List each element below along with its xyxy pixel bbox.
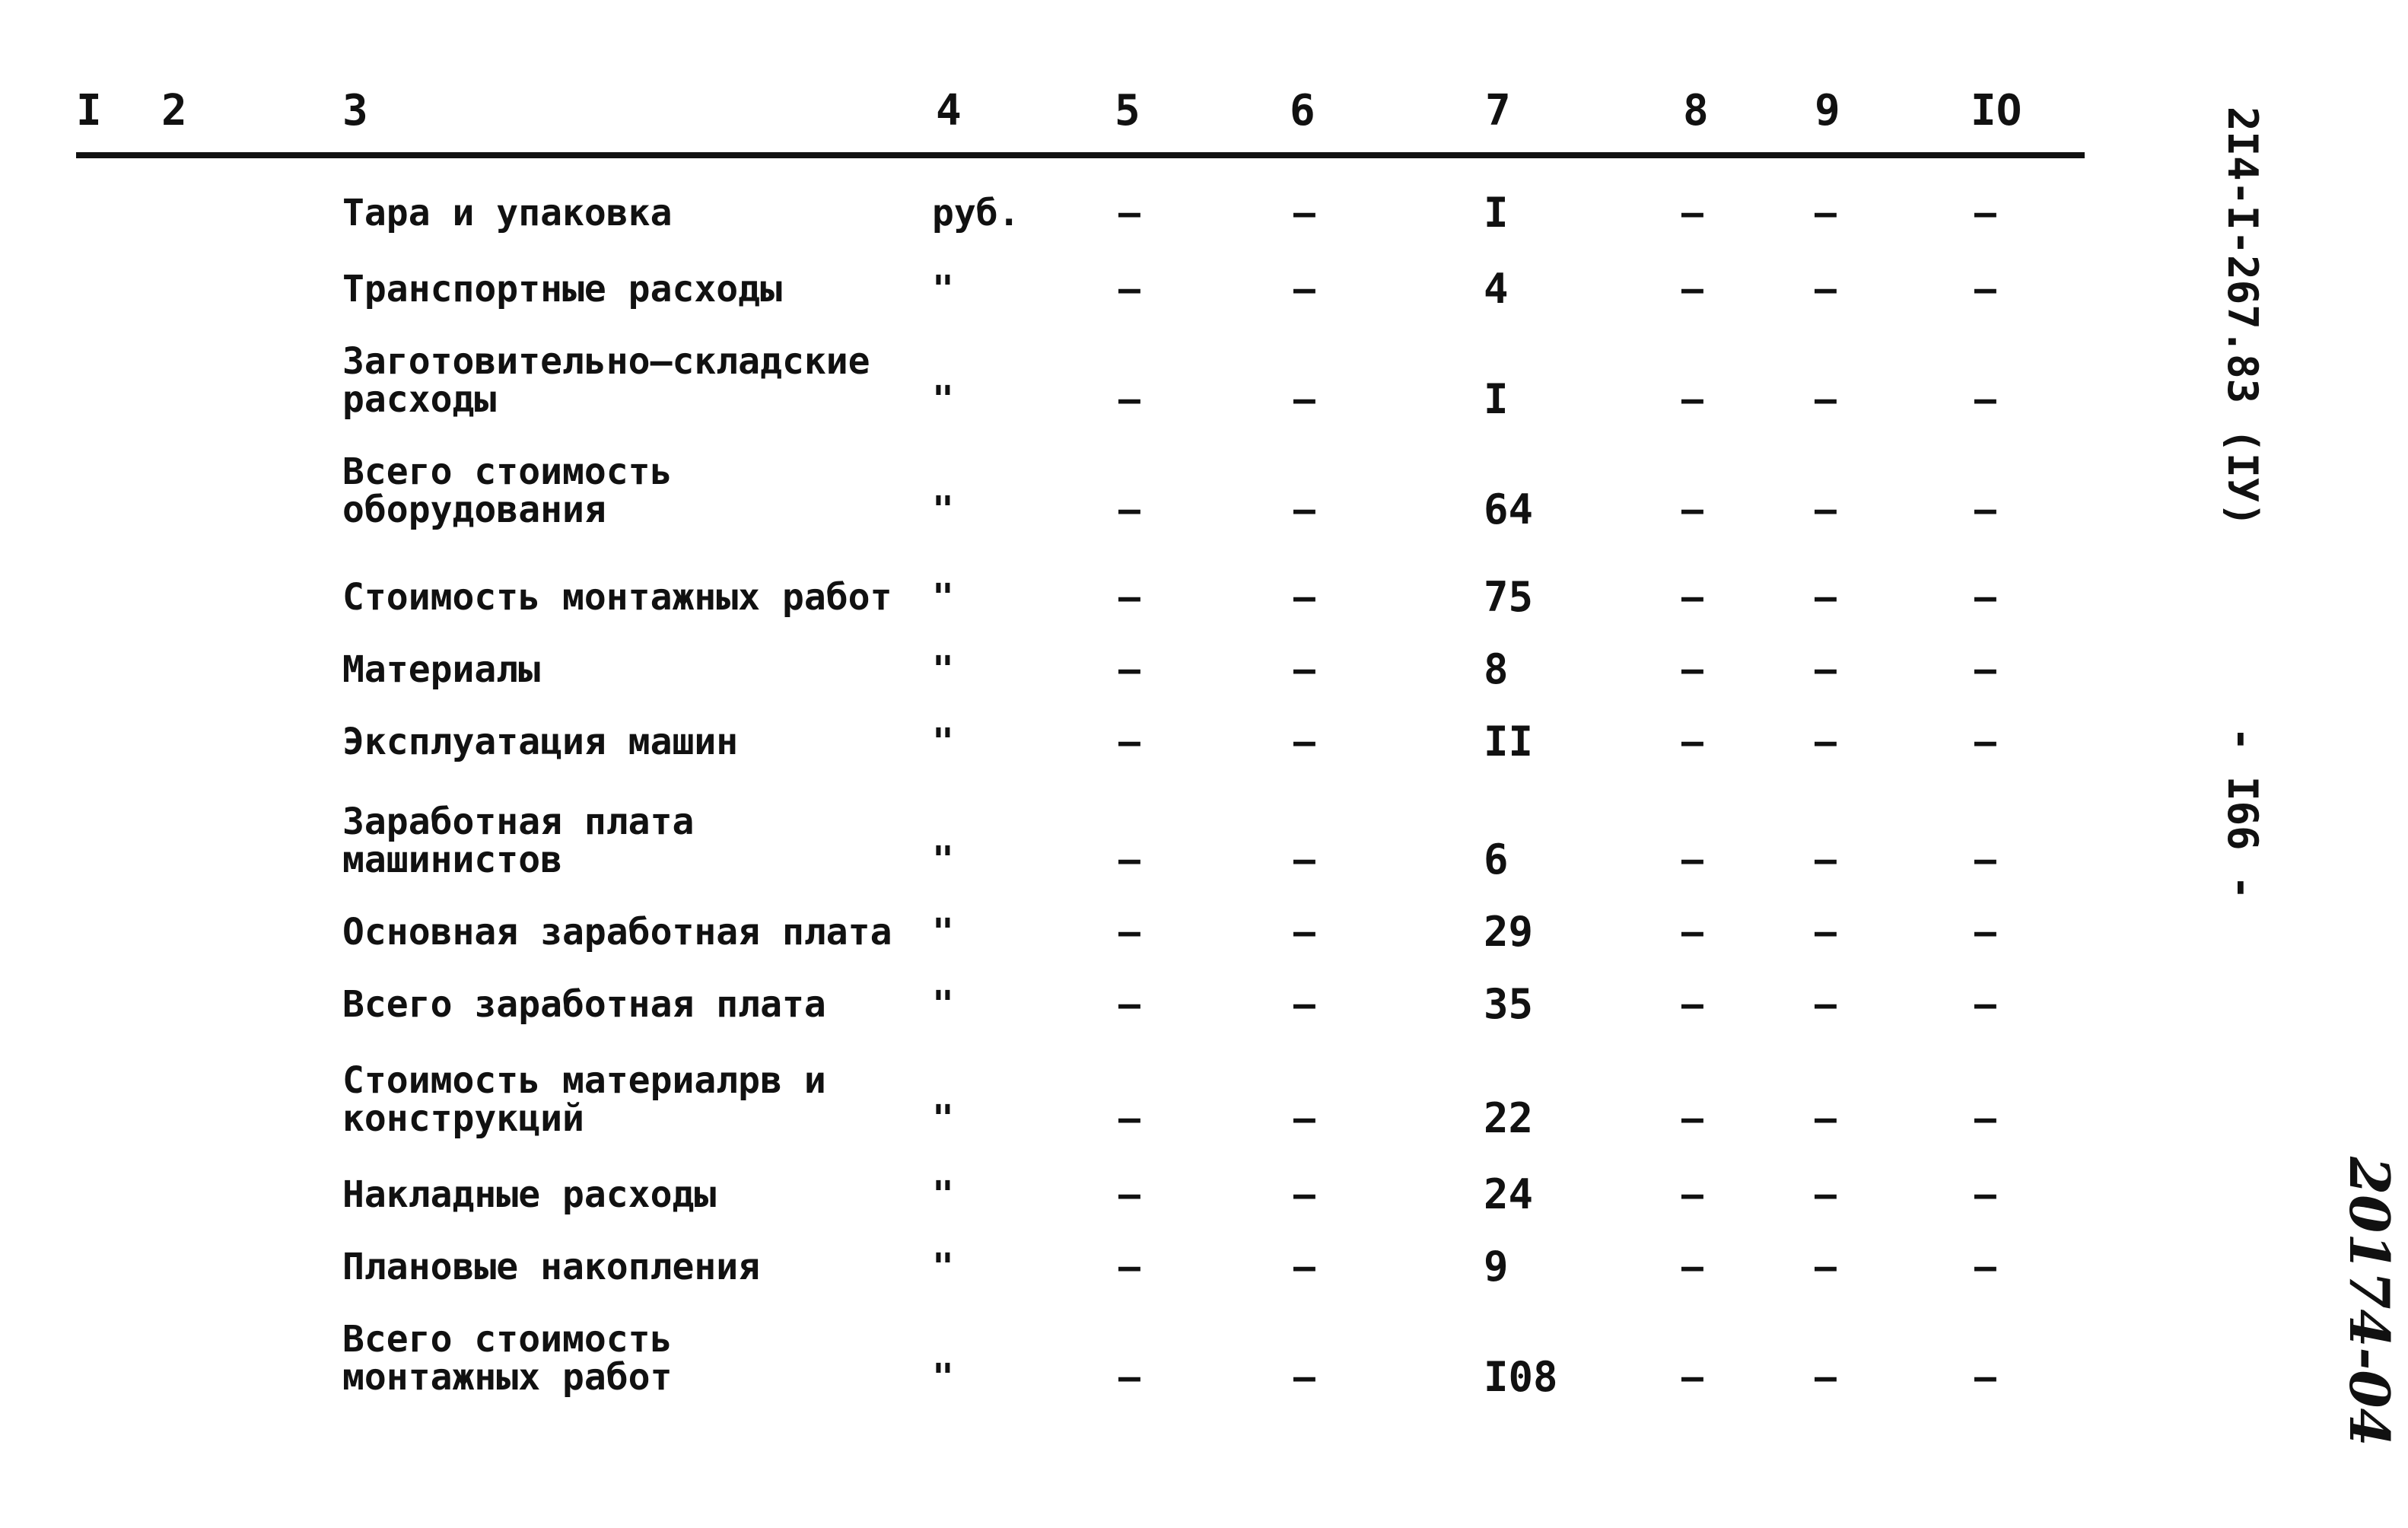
- row-c9-value: –: [1815, 489, 1837, 531]
- row-c5-value: –: [1118, 839, 1140, 881]
- row-description: Накладные расходы: [342, 1173, 717, 1216]
- column-header-5: 5: [1115, 86, 1140, 135]
- row-c5-value: –: [1118, 1246, 1140, 1288]
- row-c5-value: –: [1118, 192, 1140, 234]
- row-c7-value: I: [1484, 375, 1509, 423]
- column-header-1: I: [76, 86, 102, 135]
- row-unit-value: ": [932, 576, 954, 619]
- row-unit-value: ": [932, 1173, 954, 1216]
- row-c7-value: I08: [1484, 1353, 1558, 1401]
- row-description: Стоимость материалрв и конструкций: [342, 1059, 826, 1140]
- row-c9-value: –: [1815, 983, 1837, 1026]
- row-c6-value: –: [1293, 648, 1315, 691]
- row-c9-value: –: [1815, 378, 1837, 421]
- row-c5-value: –: [1118, 268, 1140, 310]
- row-c10-value: –: [1974, 378, 1996, 421]
- row-c5-value: –: [1118, 911, 1140, 953]
- row-c10-value: –: [1974, 192, 1996, 234]
- row-description: Плановые накопления: [342, 1246, 761, 1288]
- row-c9-value: –: [1815, 1356, 1837, 1399]
- row-description: Основная заработная плата: [342, 911, 892, 953]
- row-c10-value: –: [1974, 489, 1996, 531]
- row-c5-value: –: [1118, 378, 1140, 421]
- page-number: - I66 -: [2219, 727, 2266, 900]
- row-unit-value: ": [932, 721, 954, 763]
- row-c9-value: –: [1815, 576, 1837, 619]
- row-c7-value: 6: [1484, 836, 1509, 883]
- row-c5-value: –: [1118, 489, 1140, 531]
- row-c6-value: –: [1293, 1097, 1315, 1140]
- row-c7-value: I: [1484, 189, 1509, 237]
- row-c8-value: –: [1681, 839, 1703, 881]
- row-c10-value: –: [1974, 1356, 1996, 1399]
- row-c8-value: –: [1681, 911, 1703, 953]
- column-header-2: 2: [161, 86, 187, 135]
- row-unit-value: ": [932, 648, 954, 691]
- row-unit-value: ": [932, 911, 954, 953]
- row-c10-value: –: [1974, 911, 1996, 953]
- row-c9-value: –: [1815, 721, 1837, 763]
- row-description: Заготовительно–складские расходы: [342, 340, 870, 421]
- column-header-8: 8: [1683, 86, 1709, 135]
- row-c5-value: –: [1118, 1356, 1140, 1399]
- row-c7-value: II: [1484, 718, 1534, 766]
- row-c8-value: –: [1681, 576, 1703, 619]
- column-header-7: 7: [1485, 86, 1511, 135]
- row-c6-value: –: [1293, 911, 1315, 953]
- row-c6-value: –: [1293, 839, 1315, 881]
- row-unit-value: ": [932, 268, 954, 310]
- row-c6-value: –: [1293, 268, 1315, 310]
- row-c5-value: –: [1118, 576, 1140, 619]
- row-c5-value: –: [1118, 721, 1140, 763]
- row-c8-value: –: [1681, 1246, 1703, 1288]
- archive-number: 20174-04: [2337, 1157, 2402, 1447]
- row-c6-value: –: [1293, 721, 1315, 763]
- row-c5-value: –: [1118, 1173, 1140, 1216]
- row-c5-value: –: [1118, 648, 1140, 691]
- row-c5-value: –: [1118, 983, 1140, 1026]
- row-c6-value: –: [1293, 489, 1315, 531]
- row-description: Материалы: [342, 648, 541, 691]
- row-unit-value: ": [932, 1356, 954, 1399]
- row-c10-value: –: [1974, 1173, 1996, 1216]
- row-c8-value: –: [1681, 721, 1703, 763]
- row-unit-value: ": [932, 489, 954, 531]
- row-c8-value: –: [1681, 378, 1703, 421]
- row-c9-value: –: [1815, 911, 1837, 953]
- row-c6-value: –: [1293, 1173, 1315, 1216]
- row-c6-value: –: [1293, 576, 1315, 619]
- row-unit-value: руб.: [932, 192, 1020, 234]
- row-unit-value: ": [932, 983, 954, 1026]
- row-c8-value: –: [1681, 192, 1703, 234]
- row-c6-value: –: [1293, 378, 1315, 421]
- row-c6-value: –: [1293, 192, 1315, 234]
- row-c7-value: 8: [1484, 645, 1509, 693]
- row-c8-value: –: [1681, 1356, 1703, 1399]
- row-unit-value: ": [932, 1097, 954, 1140]
- row-c7-value: 4: [1484, 265, 1509, 313]
- row-c7-value: 22: [1484, 1094, 1534, 1142]
- row-c10-value: –: [1974, 983, 1996, 1026]
- header-rule: [76, 152, 2085, 158]
- row-c9-value: –: [1815, 268, 1837, 310]
- row-c8-value: –: [1681, 1097, 1703, 1140]
- row-c6-value: –: [1293, 1246, 1315, 1288]
- row-c8-value: –: [1681, 268, 1703, 310]
- row-c10-value: –: [1974, 648, 1996, 691]
- row-c9-value: –: [1815, 1246, 1837, 1288]
- column-header-10: IO: [1971, 86, 2022, 135]
- row-c8-value: –: [1681, 648, 1703, 691]
- row-c10-value: –: [1974, 839, 1996, 881]
- document-code: 2I4-I-267.83 (IУ): [2219, 107, 2266, 527]
- row-unit-value: ": [932, 1246, 954, 1288]
- row-c7-value: 9: [1484, 1243, 1509, 1291]
- row-description: Заработная плата машинистов: [342, 801, 695, 881]
- row-c7-value: 35: [1484, 980, 1534, 1028]
- column-header-9: 9: [1815, 86, 1840, 135]
- row-description: Всего стоимость монтажных работ: [342, 1318, 673, 1399]
- row-c9-value: –: [1815, 839, 1837, 881]
- row-c9-value: –: [1815, 1097, 1837, 1140]
- row-description: Транспортные расходы: [342, 268, 782, 310]
- row-unit-value: ": [932, 378, 954, 421]
- row-description: Всего заработная плата: [342, 983, 826, 1026]
- row-c7-value: 24: [1484, 1170, 1534, 1218]
- row-c5-value: –: [1118, 1097, 1140, 1140]
- row-c8-value: –: [1681, 983, 1703, 1026]
- column-header-3: 3: [342, 86, 368, 135]
- row-c9-value: –: [1815, 1173, 1837, 1216]
- row-description: Эксплуатация машин: [342, 721, 739, 763]
- row-c10-value: –: [1974, 268, 1996, 310]
- row-c10-value: –: [1974, 721, 1996, 763]
- row-c6-value: –: [1293, 983, 1315, 1026]
- row-c9-value: –: [1815, 648, 1837, 691]
- column-header-6: 6: [1290, 86, 1315, 135]
- row-description: Всего стоимость оборудования: [342, 450, 673, 531]
- row-c10-value: –: [1974, 1246, 1996, 1288]
- row-c7-value: 64: [1484, 485, 1534, 533]
- row-unit-value: ": [932, 839, 954, 881]
- column-header-4: 4: [936, 86, 962, 135]
- row-c6-value: –: [1293, 1356, 1315, 1399]
- row-description: Стоимость монтажных работ: [342, 576, 892, 619]
- row-c8-value: –: [1681, 489, 1703, 531]
- row-c7-value: 75: [1484, 573, 1534, 621]
- row-c10-value: –: [1974, 576, 1996, 619]
- row-c10-value: –: [1974, 1097, 1996, 1140]
- row-c8-value: –: [1681, 1173, 1703, 1216]
- row-c9-value: –: [1815, 192, 1837, 234]
- row-c7-value: 29: [1484, 908, 1534, 956]
- row-description: Тара и упаковка: [342, 192, 673, 234]
